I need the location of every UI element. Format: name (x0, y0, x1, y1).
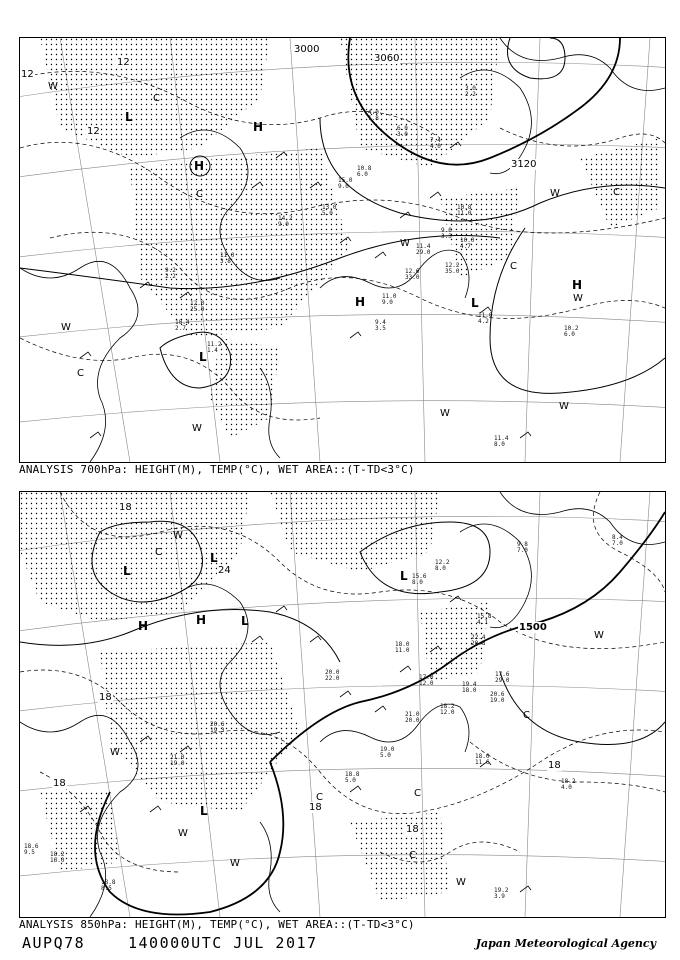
cold-marker: C (155, 547, 162, 558)
station-plot: 21.0 20.0 (405, 711, 420, 724)
chart-caption-700hpa: ANALYSIS 700hPa: HEIGHT(M), TEMP(°C), WET AREA::(T-TD<3°C) (19, 463, 415, 476)
station-plot: 12.2 35.0 (445, 262, 460, 275)
warm-marker: W (110, 747, 120, 758)
cold-marker: C (316, 792, 323, 803)
station-plot: 8.4 7.0 (612, 534, 623, 547)
station-plot: 20.0 22.0 (325, 669, 340, 682)
analysis-datetime: 140000UTC JUL 2017 (128, 934, 318, 952)
station-plot: 19.0 5.0 (380, 746, 395, 759)
station-plot: 7.4 4.0 (430, 137, 441, 150)
contour-label: 18 (309, 802, 322, 813)
low-pressure-center: L (210, 551, 218, 565)
contour-label: 12 (87, 126, 100, 137)
station-plot: 18.8 5.0 (345, 771, 360, 784)
contour-label: 18 (53, 778, 66, 789)
high-pressure-center: H (253, 120, 264, 134)
station-plot: 4.0 1.8 (368, 109, 379, 122)
warm-marker: W (48, 81, 58, 92)
map-700hpa (20, 38, 665, 462)
contour-label: 12 (117, 57, 130, 68)
contour-label: 18 (548, 760, 561, 771)
station-plot: 9.0 3.3 (441, 227, 452, 240)
high-pressure-center: H (355, 295, 366, 309)
low-pressure-center: L (471, 296, 479, 310)
warm-marker: W (456, 877, 466, 888)
station-plot: 6.0 3.0 (397, 125, 408, 138)
cold-marker: C (153, 93, 160, 104)
station-plot: 11.4 29.0 (416, 243, 431, 256)
station-plot: 11.0 9.0 (382, 293, 397, 306)
high-pressure-center: H (196, 613, 207, 627)
station-plot: 20.6 19.3 (210, 721, 225, 734)
low-pressure-center: L (123, 564, 131, 578)
warm-marker: W (400, 238, 410, 249)
station-plot: 10.2 6.0 (564, 325, 579, 338)
low-pressure-center: L (199, 350, 207, 364)
cold-marker: C (409, 850, 416, 861)
station-plot: 17.0 12.0 (419, 674, 434, 687)
station-plot: 11.2 1.4 (207, 341, 222, 354)
agency-name: Japan Meteorological Agency (475, 937, 656, 950)
chart-code: AUPQ78 (22, 934, 86, 952)
warm-marker: W (173, 530, 183, 541)
station-plot: 22.4 20.8 (471, 634, 486, 647)
map-850hpa (20, 492, 665, 917)
station-plot: 10.0 4.7 (460, 237, 475, 250)
station-plot: 18.2 12.0 (440, 703, 455, 716)
warm-marker: W (192, 423, 202, 434)
station-plot: 9.4 3.5 (375, 319, 386, 332)
station-plot: 19.4 18.0 (462, 681, 477, 694)
cold-marker: C (77, 368, 84, 379)
station-plot: 18.2 4.0 (561, 778, 576, 791)
warm-marker: W (61, 322, 71, 333)
station-plot: 3.0 2.2 (465, 85, 476, 98)
cold-marker: C (613, 187, 620, 198)
station-plot: 18.0 11.6 (475, 753, 490, 766)
low-pressure-center: L (241, 614, 249, 628)
contour-label: 3120 (511, 159, 537, 170)
station-plot: 9.2 2.2 (165, 267, 176, 280)
contour-label: 24 (218, 565, 231, 576)
warm-marker: W (178, 828, 188, 839)
high-pressure-center: H (194, 159, 205, 173)
station-plot: 13.0 5.0 (322, 204, 337, 217)
station-plot: 12.2 8.0 (435, 559, 450, 572)
cold-marker: C (510, 261, 517, 272)
high-pressure-center: H (138, 619, 149, 633)
station-plot: 9.8 7.0 (517, 541, 528, 554)
station-plot: 17.6 29.0 (495, 671, 510, 684)
wet-areas (40, 38, 660, 438)
station-plot: 20.6 19.0 (490, 691, 505, 704)
station-plot: 15.6 8.0 (412, 573, 427, 586)
contour-label: 18 (99, 692, 112, 703)
warm-marker: W (550, 188, 560, 199)
warm-marker: W (573, 293, 583, 304)
contour-label: 3000 (294, 44, 320, 55)
high-pressure-center: H (572, 278, 583, 292)
station-plot: 10.8 11.0 (457, 204, 472, 217)
contour-label: 18 (119, 502, 132, 513)
station-plot: 19.2 3.9 (494, 887, 509, 900)
station-plot: 11.0 3.8 (220, 252, 235, 265)
warm-marker: W (559, 401, 569, 412)
contour-label: 18 (406, 824, 419, 835)
warm-marker: W (230, 858, 240, 869)
station-plot: 18.2 16.0 (50, 851, 65, 864)
station-plot: 18.8 8.5 (101, 879, 116, 892)
low-pressure-center: L (125, 110, 133, 124)
contour-label: 3060 (374, 53, 400, 64)
station-plot: 10.4 2.7 (175, 319, 190, 332)
cold-marker: C (414, 788, 421, 799)
contour-label: 1500 (519, 622, 547, 633)
chart-850hpa (19, 491, 666, 918)
station-plot: 15.0 9.0 (338, 177, 353, 190)
station-plot: 21.0 19.0 (170, 754, 185, 767)
station-plot: 14.2 9.0 (278, 215, 293, 228)
station-plot: 12.0 25.0 (190, 300, 205, 313)
low-pressure-center: L (200, 804, 208, 818)
chart-caption-850hpa: ANALYSIS 850hPa: HEIGHT(M), TEMP(°C), WET AREA::(T-TD<3°C) (19, 918, 415, 931)
wet-areas (20, 492, 490, 902)
low-pressure-center: L (400, 569, 408, 583)
chart-700hpa (19, 37, 666, 463)
station-plot: 15.8 4.1 (477, 613, 492, 626)
station-plot: 18.0 11.0 (395, 641, 410, 654)
warm-marker: W (594, 630, 604, 641)
cold-marker: C (196, 189, 203, 200)
station-plot: 12.6 33.0 (405, 268, 420, 281)
station-plot: 18.6 9.5 (24, 843, 39, 856)
warm-marker: W (440, 408, 450, 419)
station-plot: 11.4 8.0 (494, 435, 509, 448)
station-plot: 11.0 4.2 (478, 312, 493, 325)
contour-label: 12 (21, 69, 34, 80)
station-plot: 10.8 6.0 (357, 165, 372, 178)
cold-marker: C (523, 710, 530, 721)
